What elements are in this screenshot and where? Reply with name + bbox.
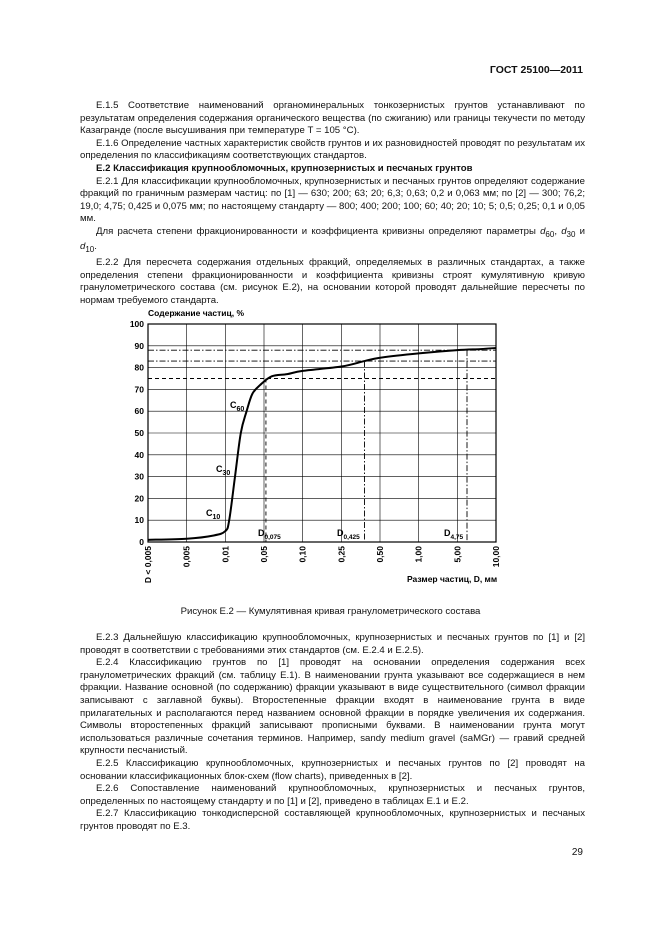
paragraph-e25: Е.2.5 Классификацию крупнообломочных, крупнозернистых и песчаных грунтов по [2] проводят на основании классификационных блок-схем (flow charts), приведенных в [2]. <box>80 757 585 782</box>
y-tick-label: 80 <box>134 362 144 373</box>
y-tick-label: 70 <box>134 384 144 395</box>
document-code: ГОСТ 25100—2011 <box>489 64 583 76</box>
annotation-d475: $D_{4,75}$ <box>444 528 464 541</box>
paragraph-e15: Е.1.5 Соответствие наименований органоминеральных тонкозернистых грунтов устанавливают по результатам определения содержания органического вещества (по сжиганию) или границы текучести по методу Казагранде (после высушивания при температуре T = 105 °С). <box>80 100 585 137</box>
x-axis-label: Размер частиц, D, мм <box>407 574 498 584</box>
y-tick-label: 90 <box>134 340 144 351</box>
y-tick-label: 0 <box>139 537 144 547</box>
y-tick-label: 10 <box>134 515 144 526</box>
annotation-c30: $C_{30}$ <box>216 464 231 477</box>
annotation-d0425: $D_{0,425}$ <box>337 528 360 541</box>
cumulative-curve <box>148 348 496 540</box>
x-tick-label: 0,005 <box>181 546 192 568</box>
x-tick-label: D < 0,005 <box>143 546 153 584</box>
figure-caption: Рисунок Е.2 — Кумулятивная кривая гранулометрического состава <box>180 606 481 617</box>
paragraph-e22: Е.2.2 Для пересчета содержания отдельных фракций, определяемых в различных стандартах, а также определения степени фракционированности и коэффициента кривизны строят кумулятивную кривую гранулометрического состава (см. рисунок Е.2), на основании которой проводят дальнейшие пересчеты по нормам требуемого стандарта. <box>80 256 585 306</box>
annotation-c10: $C_{10}$ <box>206 508 221 521</box>
x-tick-label: 0,25 <box>336 546 347 563</box>
paragraph-e23: Е.2.3 Дальнейшую классификацию крупнообломочных, крупнозернистых и песчаных грунтов по [1] и [2] проводят в соответствии с требованиями этих стандартов (см. Е.2.4 и Е.2.5). <box>80 632 585 656</box>
paragraph-parameters: Для расчета степени фракционированности и коэффициента кривизны определяют параметры $d_{60}$, $d_{30}$ и $d_{10}$. <box>80 225 585 255</box>
y-tick-label: 30 <box>134 471 144 482</box>
annotation-c60: $C_{60}$ <box>230 400 245 413</box>
section-heading-e2: Е.2 Классификация крупнообломочных, крупнозернистых и песчаных грунтов <box>96 162 473 174</box>
paragraph-e24: Е.2.4 Классификацию грунтов по [1] проводят на основании определения содержания всех гранулометрических фракций (см. таблицу Е.1). В наименовании грунта указывают все содержащиеся в нем фракции. Название основной (по содержанию) фракции указывают в виде существительного (символ фракции записывают с заглавной буквы). Второстепенные фракции входят в наименование грунта в виде прилагательных и располагаются перед названием основной фракции в порядке увеличения их содержания. Символы второстепенных фракций записывают прописными буквами. В наименовании грунта могут использоваться различные сочетания терминов. Например, sandy medium gravel (saMGr) — гравий средней крупности песчанистый. <box>80 657 585 757</box>
text-block-top <box>80 100 585 307</box>
y-tick-label: 40 <box>134 449 144 460</box>
x-tick-label: 0,50 <box>375 546 385 563</box>
y-tick-labels <box>130 319 144 547</box>
x-tick-label: 10,00 <box>491 546 501 568</box>
y-tick-label: 100 <box>129 319 144 329</box>
text-block-bottom <box>80 632 585 834</box>
x-tick-label: 0,10 <box>297 546 308 563</box>
y-tick-label: 20 <box>134 493 144 504</box>
y-axis-label: Содержание частиц, % <box>148 308 245 318</box>
x-tick-label: 0,05 <box>259 546 269 563</box>
chart-grid <box>148 324 496 542</box>
page-number: 29 <box>571 847 583 858</box>
annotation-d0075: $D_{0,075}$ <box>258 528 281 541</box>
chart-reference-lines <box>148 350 496 542</box>
y-tick-label: 60 <box>134 406 144 417</box>
x-tick-label: 5,00 <box>452 546 463 563</box>
x-tick-label: 0,01 <box>220 546 231 563</box>
paragraph-e21: Е.2.1 Для классификации крупнообломочных, крупнозернистых и песчаных грунтов определяют содержание фракций по граничным размерам частиц: по [1] — 630; 200; 63; 20; 6,3; 0,63; 0,2 и 0,063 мм; по [2] — 300; 76,2; 19,0; 4,75; 0,425 и 0,075 мм; по настоящему стандарту — 800; 400; 200; 100; 60; 40; 20; 10; 5; 0,5; 0,25; 0,1 и 0,05 мм. <box>80 175 585 225</box>
paragraph-e27: Е.2.7 Классификацию тонкодисперсной составляющей крупнообломочных, крупнозернистых и песчаных грунтов проводят по Е.3. <box>80 808 585 832</box>
paragraph-e16: Е.1.6 Определение частных характеристик свойств грунтов и их разновидностей проводят по результатам их определения по классификациям соответствующих стандартов. <box>80 137 585 162</box>
x-tick-label: 1,00 <box>413 546 424 563</box>
paragraph-e26: Е.2.6 Сопоставление наименований крупнообломочных, крупнозернистых и песчаных грунтов, определенных по настоящему стандарту и по [1] и [2], приведено в таблицах Е.1 и Е.2. <box>80 783 585 807</box>
y-tick-label: 50 <box>134 428 144 438</box>
granulometric-chart <box>0 300 661 600</box>
